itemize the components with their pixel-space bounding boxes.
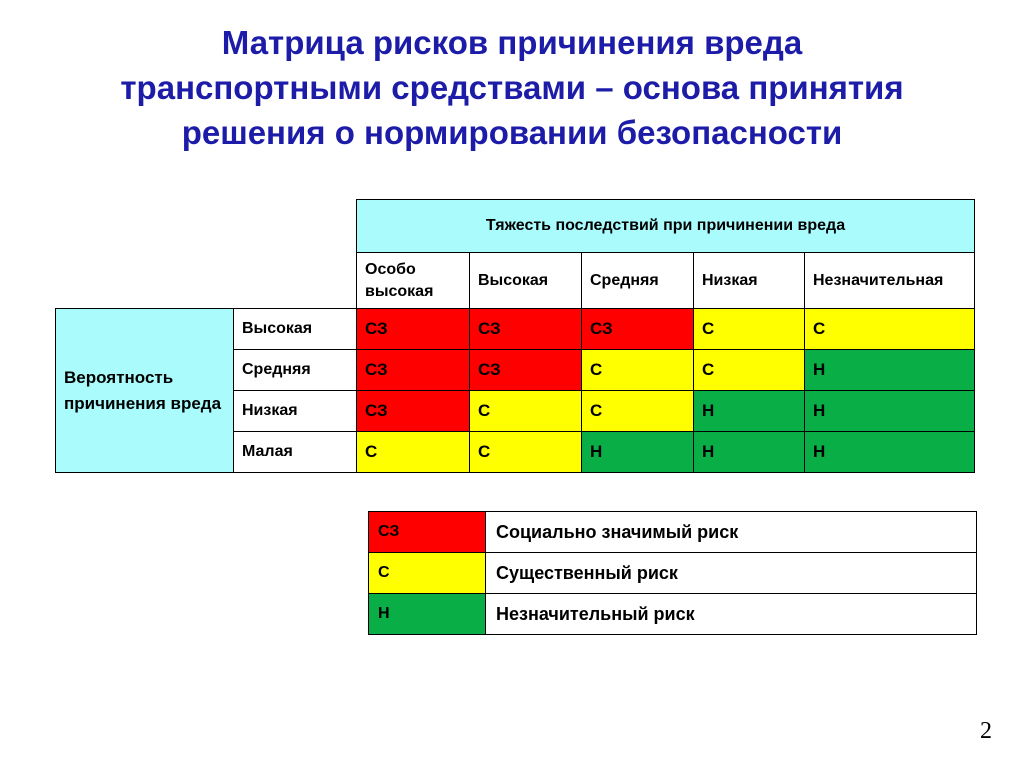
matrix-row <box>56 309 975 350</box>
probability-row-header: Низкая <box>234 391 357 432</box>
legend-description: Социально значимый риск <box>486 512 977 553</box>
probability-row-header: Малая <box>234 432 357 473</box>
risk-cell: С <box>357 432 470 473</box>
legend-description: Незначительный риск <box>486 594 977 635</box>
legend-row <box>369 553 977 594</box>
risk-cell: С <box>694 350 805 391</box>
risk-cell: С <box>694 309 805 350</box>
probability-header: Вероятность причинения вреда <box>56 309 234 473</box>
title-line-1: Матрица рисков причинения вреда <box>221 24 803 61</box>
legend-row <box>369 594 977 635</box>
severity-col-header: Высокая <box>470 253 582 309</box>
severity-col-header: Незначительная <box>805 253 975 309</box>
risk-cell: СЗ <box>582 309 694 350</box>
legend-row <box>369 512 977 553</box>
legend-code: СЗ <box>369 512 486 553</box>
matrix-corner-blank <box>56 200 357 253</box>
risk-cell: Н <box>805 350 975 391</box>
legend-description: Существенный риск <box>486 553 977 594</box>
page-number: 2 <box>980 718 992 744</box>
risk-cell: СЗ <box>357 350 470 391</box>
severity-col-header: Низкая <box>694 253 805 309</box>
risk-cell: С <box>805 309 975 350</box>
probability-row-header: Высокая <box>234 309 357 350</box>
risk-cell: Н <box>582 432 694 473</box>
risk-cell: С <box>470 432 582 473</box>
risk-legend-table <box>368 511 977 635</box>
risk-cell: СЗ <box>470 350 582 391</box>
risk-cell: С <box>470 391 582 432</box>
severity-col-header: Средняя <box>582 253 694 309</box>
risk-cell: СЗ <box>357 391 470 432</box>
title-line-2: транспортными средствами – основа принятия <box>120 69 904 106</box>
risk-cell: СЗ <box>357 309 470 350</box>
matrix-corner-blank <box>56 253 357 309</box>
risk-cell: Н <box>694 391 805 432</box>
probability-row-header: Средняя <box>234 350 357 391</box>
severity-header: Тяжесть последствий при причинении вреда <box>357 200 975 253</box>
title-line-3: решения о нормировании безопасности <box>181 114 843 151</box>
legend-code: Н <box>369 594 486 635</box>
risk-cell: С <box>582 391 694 432</box>
slide-title <box>0 20 1024 155</box>
risk-cell: Н <box>805 391 975 432</box>
severity-col-header: Особо высокая <box>357 253 470 309</box>
risk-cell: Н <box>805 432 975 473</box>
legend-code: С <box>369 553 486 594</box>
risk-cell: СЗ <box>470 309 582 350</box>
risk-cell: С <box>582 350 694 391</box>
risk-cell: Н <box>694 432 805 473</box>
risk-matrix-table <box>55 199 975 473</box>
